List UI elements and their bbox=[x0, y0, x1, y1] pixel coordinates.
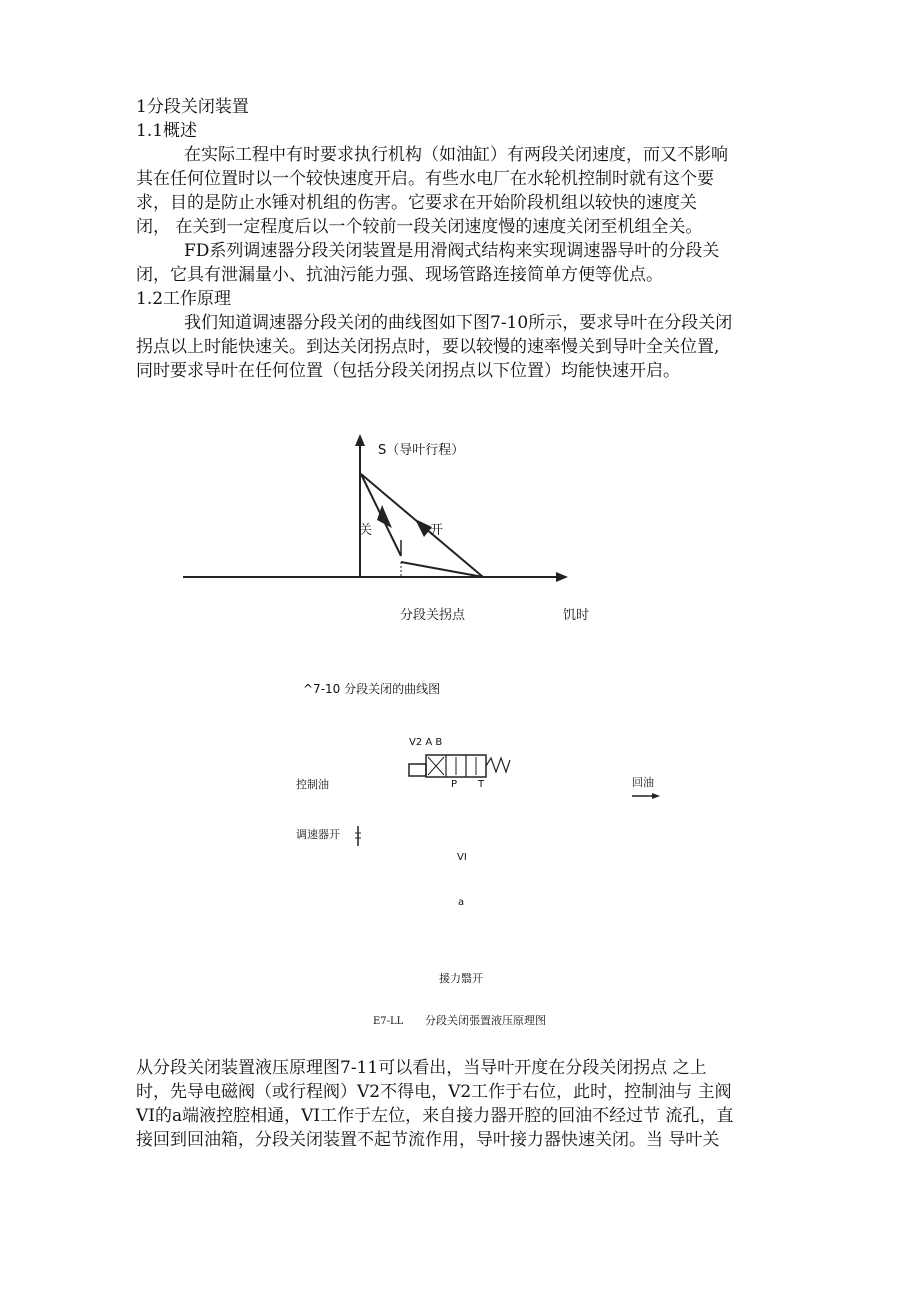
v1-label: VI bbox=[457, 852, 467, 863]
principle-line-2: 拐点以上时能快速关。到达关闭拐点时，要以较慢的速率慢关到导叶全关位置, bbox=[136, 337, 720, 357]
overview-heading: 1.1概述 bbox=[136, 121, 198, 141]
overview-line-6: 闭，它具有泄漏量小、抗油污能力强、现场管路连接简单方便等优点。 bbox=[136, 265, 663, 285]
y-axis-label: S（导叶行程） bbox=[378, 443, 465, 458]
analysis-line-2: 时，先导电磁阀（或行程阀）V2不得电，V2工作于右位，此时，控制油与 主阀 bbox=[136, 1082, 732, 1102]
close-arrow-icon bbox=[377, 505, 392, 528]
overview-line-4: 闭， 在关到一定程度后以一个较前一段关闭速度慢的速度关闭至机组全关。 bbox=[136, 217, 703, 237]
figure-2-caption-number: E7-LL bbox=[373, 1016, 404, 1027]
principle-heading: 1.2工作原理 bbox=[136, 289, 232, 309]
valve-actuator-block bbox=[409, 764, 426, 776]
overview-line-3: 求，目的是防止水锤对机组的伤害。它要求在开始阶段机组以较快的速度关 bbox=[136, 193, 697, 213]
analysis-line-4: 接回到回油箱，分段关闭装置不起节流作用，导叶接力器快速关闭。当 导叶关 bbox=[136, 1130, 720, 1150]
principle-line-3: 同时要求导叶在任何位置（包括分段关闭拐点以下位置）均能快速开启。 bbox=[136, 361, 680, 381]
return-oil-label: 回油 bbox=[632, 776, 654, 789]
figure-2-caption: 分段关闭張置液压原理图 bbox=[425, 1014, 546, 1027]
y-axis-arrow-icon bbox=[355, 434, 365, 446]
close-label: 关 bbox=[359, 523, 373, 538]
governor-open-label: 调速器开 bbox=[296, 828, 340, 841]
valve-spring-icon bbox=[486, 758, 510, 772]
control-oil-label: 控制油 bbox=[296, 778, 329, 791]
time-axis-label: 饥时 bbox=[563, 608, 590, 623]
a-label: a bbox=[458, 897, 465, 908]
knee-label: 分段关拐点 bbox=[400, 608, 466, 623]
overview-line-5: FD系列调速器分段关闭装置是用滑阀式结构来实现调速器导叶的分段关 bbox=[184, 241, 720, 261]
figure-1-caption: ^7-10 分段关闭的曲线图 bbox=[303, 682, 441, 696]
valve-body bbox=[426, 755, 486, 777]
principle-line-1: 我们知道调速器分段关闭的曲线图如下图7-10所示，要求导叶在分段关闭 bbox=[184, 313, 733, 333]
servo-open-label: 援力翳开 bbox=[439, 972, 483, 985]
section-heading: 1分段关闭装置 bbox=[136, 97, 249, 117]
slow-close-line bbox=[401, 562, 483, 577]
x-axis-arrow-icon bbox=[556, 572, 568, 582]
analysis-line-3: VI的a端液控腔相通，VI工作于左位，来自接力器开腔的回油不经过节 流孔，直 bbox=[136, 1106, 734, 1126]
overview-line-2: 其在任何位置时以一个较快速度开启。有些水电厂在水轮机控制时就有这个要 bbox=[136, 169, 714, 189]
open-label: 开 bbox=[430, 523, 444, 538]
overview-line-1: 在实际工程中有时要求执行机构（如油缸）有两段关闭速度，而又不影响 bbox=[184, 145, 728, 165]
valve-port-labels: V2 A B bbox=[409, 737, 443, 748]
analysis-line-1: 从分段关闭装置液压原理图7-11可以看出，当导叶开度在分段关闭拐点 之上 bbox=[136, 1058, 707, 1078]
port-t-label: T bbox=[478, 779, 485, 790]
port-p-label: P bbox=[451, 779, 458, 790]
